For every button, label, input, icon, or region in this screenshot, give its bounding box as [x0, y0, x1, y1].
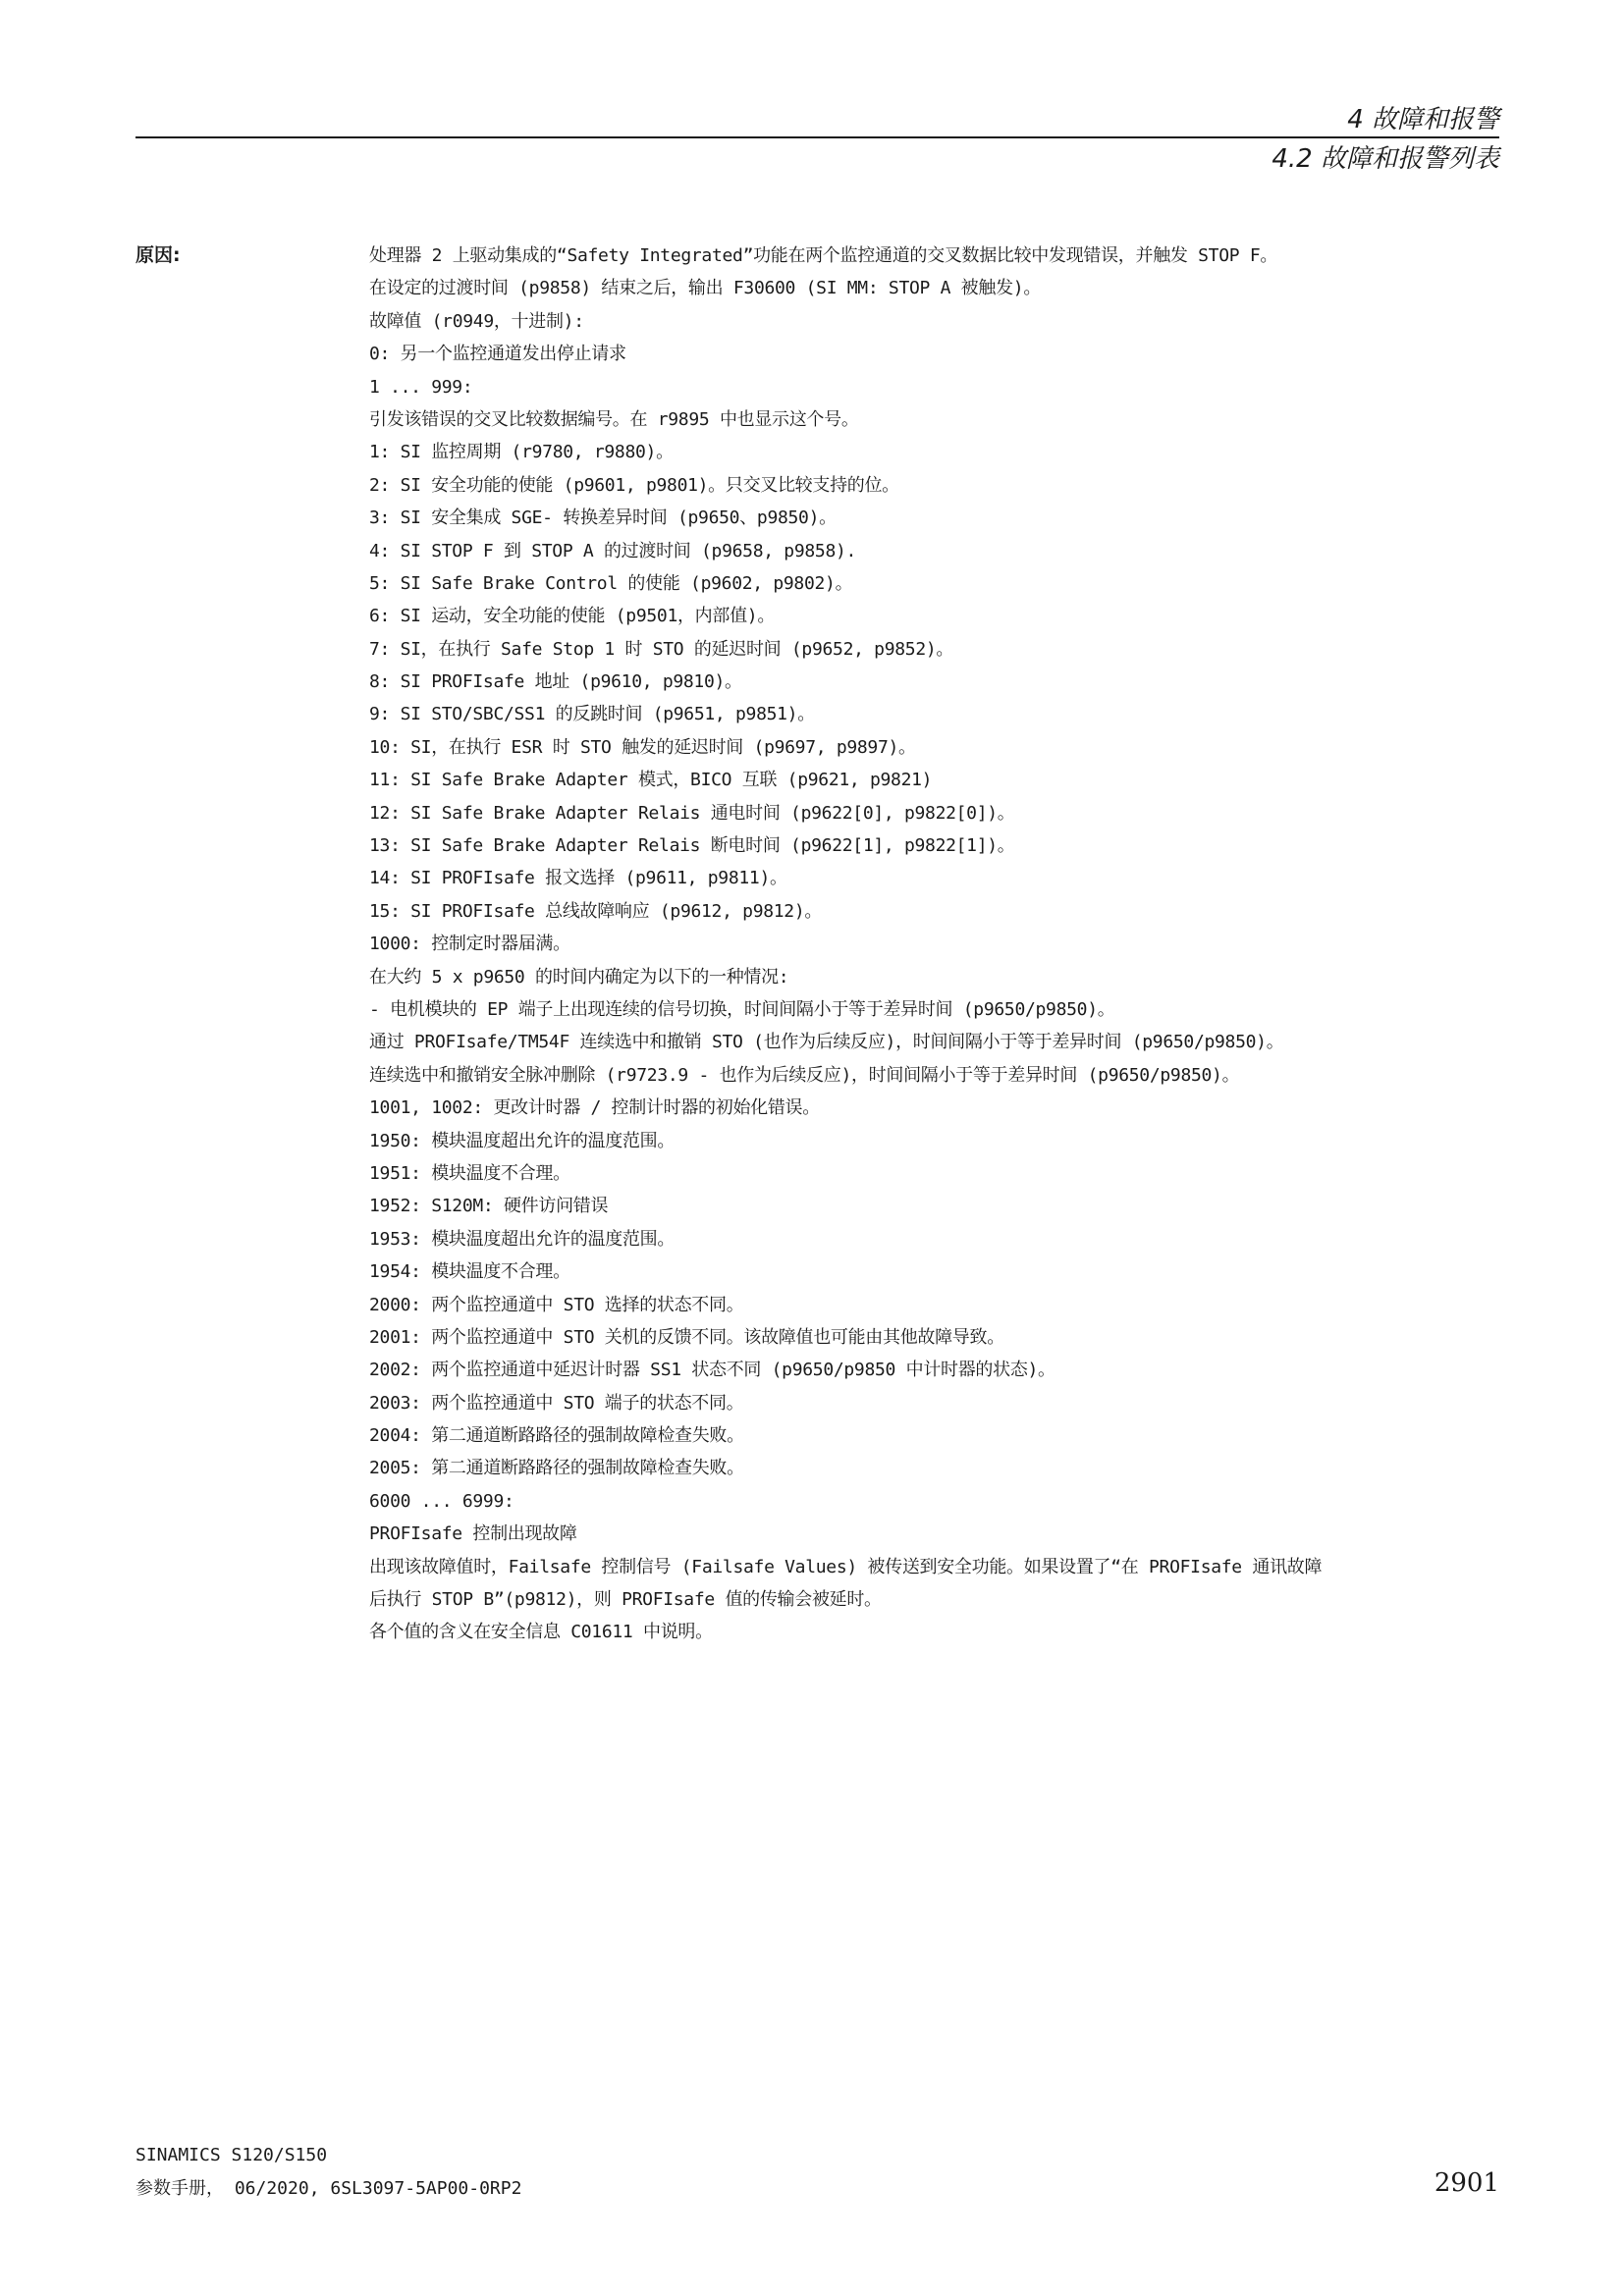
cause-line: 2005: 第二通道断路路径的强制故障检查失败。 [369, 1458, 744, 1479]
cause-line: - 电机模块的 EP 端子上出现连续的信号切换，时间间隔小于等于差异时间 (p9650/p9850)。 [369, 998, 1115, 1020]
cause-line: 1000: 控制定时器届满。 [369, 934, 570, 955]
cause-line: 2: SI 安全功能的使能 (p9601, p9801)。只交叉比较支持的位。 [369, 474, 899, 496]
cause-line: 12: SI Safe Brake Adapter Relais 通电时间 (p9622[0], p9822[0])。 [369, 802, 1015, 824]
cause-line: 2002: 两个监控通道中延迟计时器 SS1 状态不同 (p9650/p9850 中计时器的状态)。 [369, 1360, 1055, 1381]
cause-line: 10: SI，在执行 ESR 时 STO 触发的延迟时间 (p9697, p9897)。 [369, 736, 916, 758]
cause-line: PROFIsafe 控制出现故障 [369, 1523, 577, 1545]
cause-label: 原因: [135, 244, 181, 266]
section-title: 4.2 故障和报警列表 [1271, 144, 1499, 174]
cause-line: 后执行 STOP B”(p9812)，则 PROFIsafe 值的传输会被延时。 [369, 1589, 882, 1611]
cause-line: 2000: 两个监控通道中 STO 选择的状态不同。 [369, 1294, 744, 1315]
cause-line: 1953: 模块温度超出允许的温度范围。 [369, 1228, 676, 1250]
cause-line: 通过 PROFIsafe/TM54F 连续选中和撤销 STO (也作为后续反应)，时间间隔小于等于差异时间 (p9650/p9850)。 [369, 1032, 1284, 1053]
cause-line: 1951: 模块温度不合理。 [369, 1162, 570, 1184]
cause-line: 13: SI Safe Brake Adapter Relais 断电时间 (p9622[1], p9822[1])。 [369, 835, 1015, 857]
cause-line: 1954: 模块温度不合理。 [369, 1261, 570, 1283]
cause-line: 1 ... 999: [369, 376, 473, 398]
cause-line: 6: SI 运动，安全功能的使能 (p9501，内部值)。 [369, 606, 776, 627]
cause-line: 出现该故障值时，Failsafe 控制信号 (Failsafe Values) 被传送到安全功能。如果设置了“在 PROFIsafe 通讯故障 [369, 1556, 1323, 1577]
cause-line: 处理器 2 上驱动集成的“Safety Integrated”功能在两个监控通道的交叉数据比较中发现错误，并触发 STOP F。 [369, 245, 1278, 266]
cause-line: 在大约 5 x p9650 的时间内确定为以下的一种情况: [369, 966, 789, 988]
cause-line: 2003: 两个监控通道中 STO 端子的状态不同。 [369, 1392, 744, 1414]
cause-line: 引发该错误的交叉比较数据编号。在 r9895 中也显示这个号。 [369, 408, 859, 430]
cause-line: 11: SI Safe Brake Adapter 模式，BICO 互联 (p9621, p9821) [369, 770, 933, 791]
cause-line: 15: SI PROFIsafe 总线故障响应 (p9612, p9812)。 [369, 900, 823, 922]
footer-manual-info: 参数手册， 06/2020, 6SL3097-5AP00-0RP2 [135, 2178, 522, 2199]
cause-line: 1001, 1002: 更改计时器 / 控制计时器的初始化错误。 [369, 1097, 820, 1119]
cause-line: 5: SI Safe Brake Control 的使能 (p9602, p9802)。 [369, 572, 853, 594]
footer-product-name: SINAMICS S120/S150 [135, 2145, 328, 2165]
cause-line: 14: SI PROFIsafe 报文选择 (p9611, p9811)。 [369, 868, 787, 889]
cause-line: 8: SI PROFIsafe 地址 (p9610, p9810)。 [369, 671, 742, 693]
cause-text-block [369, 240, 1508, 1649]
cause-line: 2004: 第二通道断路路径的强制故障检查失败。 [369, 1425, 744, 1447]
cause-line: 4: SI STOP F 到 STOP A 的过渡时间 (p9658, p9858). [369, 540, 857, 561]
cause-line: 2001: 两个监控通道中 STO 关机的反馈不同。该故障值也可能由其他故障导致。 [369, 1326, 1004, 1348]
cause-line: 0: 另一个监控通道发出停止请求 [369, 344, 626, 365]
cause-line: 连续选中和撤销安全脉冲删除 (r9723.9 - 也作为后续反应)，时间间隔小于等于差异时间 (p9650/p9850)。 [369, 1064, 1240, 1086]
cause-line: 1950: 模块温度超出允许的温度范围。 [369, 1130, 676, 1151]
cause-line: 1952: S120M: 硬件访问错误 [369, 1196, 609, 1217]
header-divider [135, 136, 1499, 138]
cause-line: 7: SI，在执行 Safe Stop 1 时 STO 的延迟时间 (p9652, p9852)。 [369, 638, 954, 660]
cause-line: 各个值的含义在安全信息 C01611 中说明。 [369, 1622, 713, 1643]
cause-line: 9: SI STO/SBC/SS1 的反跳时间 (p9651, p9851)。 [369, 704, 815, 725]
cause-line: 6000 ... 6999: [369, 1490, 514, 1512]
cause-line: 3: SI 安全集成 SGE- 转换差异时间 (p9650、p9850)。 [369, 507, 837, 529]
chapter-title: 4 故障和报警 [1347, 105, 1499, 134]
cause-line: 1: SI 监控周期 (r9780, r9880)。 [369, 442, 674, 463]
cause-line: 故障值 (r0949，十进制): [369, 310, 584, 332]
cause-line: 在设定的过渡时间 (p9858) 结束之后，输出 F30600 (SI MM: STOP A 被触发)。 [369, 278, 1042, 299]
page-number: 2901 [1434, 2168, 1499, 2198]
